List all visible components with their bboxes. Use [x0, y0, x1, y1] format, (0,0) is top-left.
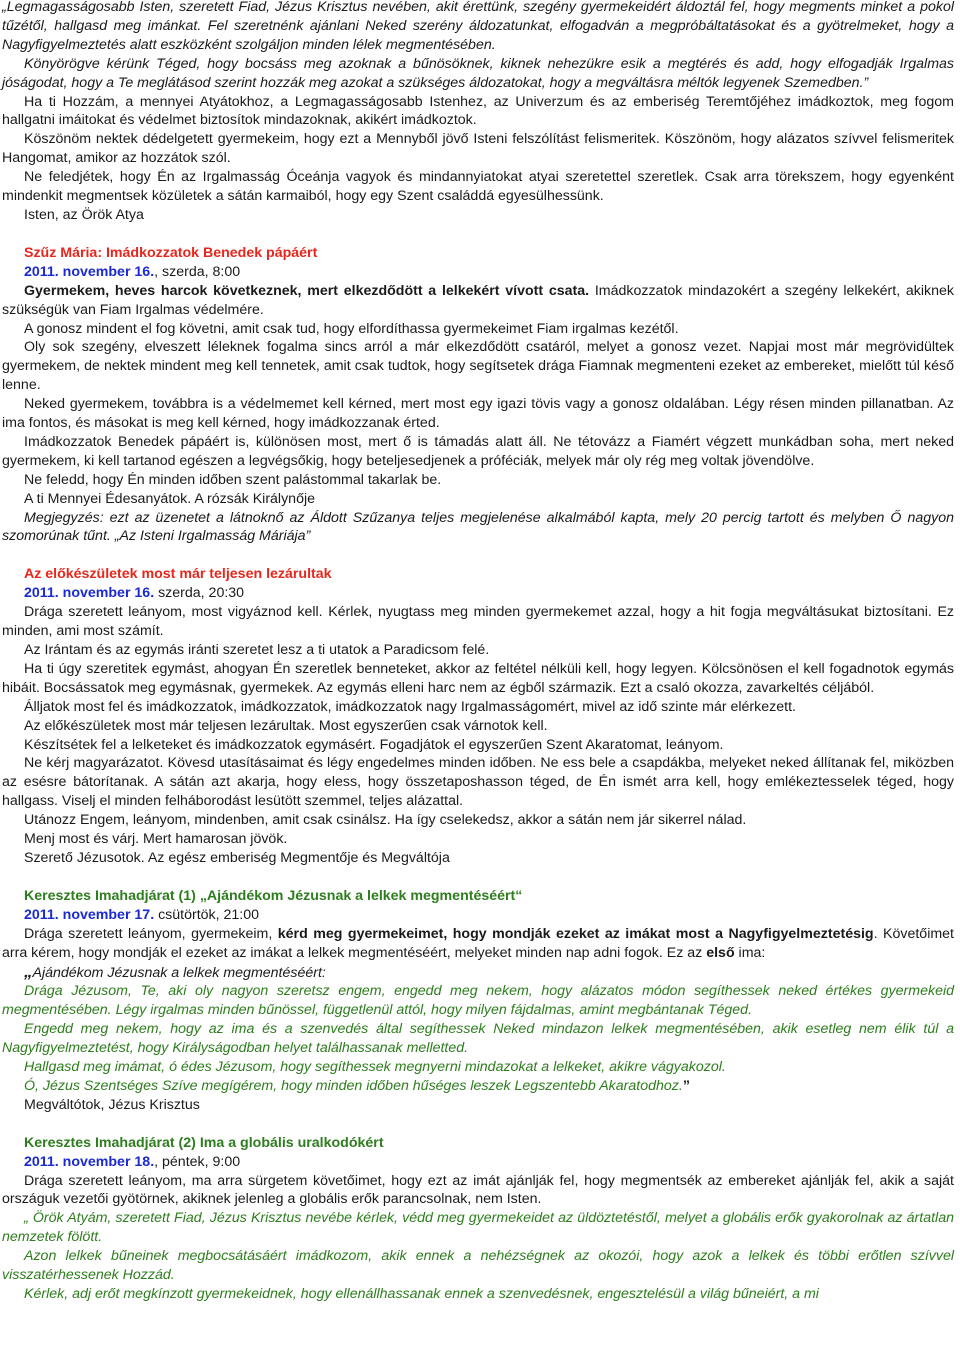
- paragraph: Oly sok szegény, elveszett léleknek fogalma sincs arról a már elkezdődött csatáról, melyet a gonosz vezet. Napjai most már megrövidültek gyermekem, de nektek mindent meg kell tennetek, amit csak tudtok, hogy segítsetek drága Fiamnak megmenteni ezeket az embereket, mielőtt túl késő lenne.: [2, 339, 954, 394]
- paragraph: Köszönöm nektek dédelgetett gyermekeim, hogy ezt a Mennyből jövő Isteni felszólítást felismeritek. Köszönöm, hogy alázatos szívvel felismeritek Hangomat, amikor az hozzátok szól.: [2, 131, 954, 167]
- text-run: Drága szeretett leányom, gyermekeim,: [24, 925, 278, 942]
- paragraph: Neked gyermekem, továbbra is a védelmemet kell kérned, mert most egy igazi tövis vagy a gonosz oldalában. Légy résen minden pillanatban. Az ima fontos, és másokat is meg kell kérned, hogy imádkozzanak érted.: [2, 396, 954, 432]
- date: 2011. november 16.: [24, 585, 155, 602]
- prayer-paragraph: Hallgasd meg imámat, ó édes Jézusom, hogy segíthessek megnyerni mindazokat a lelkeket, akikre vágyakozol.: [24, 1059, 726, 1076]
- text-run: . Követőimet arra kérem, hogy mondják el ezeket az imákat a lelkek megmentéséért, melyeket minden nap adni fogok. Ez az: [2, 925, 954, 961]
- date-rest: szerda, 20:30: [154, 585, 245, 602]
- text-run: ima:: [734, 944, 766, 961]
- prayer-paragraph: „ Örök Atyám, szeretett Fiad, Jézus Krisztus nevébe kérlek, védd meg gyermekeidet az üldöztetéstől, melyet a globális erők gyakorolnak az ártatlan nemzetek fölött.: [2, 1210, 954, 1246]
- date-line: [2, 584, 954, 603]
- paragraph: Ha ti úgy szeretitek egymást, ahogyan Én szeretlek benneteket, akkor az feltétel nélküli kell, hogy legyen. Kölcsönösen el kell fogadnotok egymás hibáit. Bocsássatok meg egymásnak, gyermekek. Az egymás elleni harc nem az égből származik. Ezt a csaló okozza, zavarkeltés céljából.: [2, 660, 954, 696]
- text-run-bold: első: [706, 944, 735, 961]
- paragraph: Készítsétek fel a lelketeket és imádkozzatok egymásért. Fogadjátok el egyszerűen Szent Akaratomat, leányom.: [24, 736, 724, 753]
- paragraph: Könyörögve kérünk Téged, hogy bocsáss meg azoknak a bűnösöknek, kiknek nehezükre esik a megtérés és add, hogy elfogadják Irgalmas jóságodat, hogy a Te meglátásod szerint hozzák meg azokat a szükséges áldozatokat, hogy a megváltásra méltók legyenek Szemedben.”: [2, 55, 954, 91]
- paragraph: Az Irántam és az egymás iránti szeretet lesz a ti utatok a Paradicsom felé.: [24, 642, 490, 658]
- paragraph: [2, 282, 954, 320]
- spacer: [2, 1115, 954, 1134]
- signature: A ti Mennyei Édesanyátok. A rózsák Királynője: [24, 490, 316, 507]
- spacer: [2, 868, 954, 887]
- note: Megjegyzés: ezt az üzenetet a látnoknő az Áldott Szűzanya teljes megjelenése alkalmából kapta, mely 20 percig tartott és melyben Ő nagyon szomorúnak tűnt. „Az Isteni Irgalmasság Máriája”: [2, 509, 954, 545]
- section-title: Keresztes Imahadjárat (2) Ima a globális uralkodókért: [24, 1134, 384, 1151]
- paragraph: Menj most és várj. Mert hamarosan jövök.: [24, 831, 288, 848]
- message-block-mary: [2, 244, 954, 547]
- prayer-paragraph: Drága Jézusom, Te, aki oly nagyon szeretsz engem, engedd meg nekem, hogy alázatos módon segíthessek neked értékes gyermekeid megmentésében. Légy irgalmas minden bűnössel, függetlenül attól, hogy milyen fájdalmas, amint megbántanak Téged.: [2, 983, 954, 1019]
- paragraph: [2, 925, 954, 963]
- crusade-prayer-2: [2, 1134, 954, 1304]
- paragraph: Utánozz Engem, leányom, mindenben, amit csak csinálsz. Ha így cselekedsz, akkor a sátán nem jár sikerrel nálad.: [24, 812, 747, 829]
- quote-mark: „: [24, 961, 33, 981]
- signature: Szerető Jézusotok. Az egész emberiség Megmentője és Megváltója: [24, 849, 450, 866]
- lead-rest: Imádkozzatok mindazokért a szegény lelkekért, akiknek szükségük van Fiam Irgalmas védelmére.: [2, 282, 954, 318]
- prayer-paragraph: Kérlek, adj erőt megkínzott gyermekeidnek, hogy ellenállhassanak ennek a szenvedésnek, engesztelésül a világ bűneiért, a mi: [24, 1286, 819, 1302]
- section-title: Az előkészületek most már teljesen lezárultak: [24, 566, 332, 583]
- paragraph: Álljatok most fel és imádkozzatok, imádkozzatok, imádkozzatok nagy Irgalmasságomért, mivel az idő szinte már elérkezett.: [24, 698, 796, 715]
- paragraph: Ne kérj magyarázatot. Kövesd utasításaimat és légy engedelmes minden időben. Ne ess bele a csapdákba, melyeket neked állítanak fel, miközben az esésre bátorítanak. A sátán azt akarja, hogy eless, hogy összetaposhasson téged, de Én ismét arra kell, hogy emlékeztesselek téged, hogy hallgass. Viselj el minden felháborodást lesütött szemmel, teljes alázattal.: [2, 755, 954, 810]
- section-title: Szűz Mária: Imádkozzatok Benedek pápáért: [24, 244, 318, 261]
- date-rest: , szerda, 8:00: [154, 263, 241, 280]
- crusade-prayer-1: [2, 887, 954, 1115]
- paragraph: Ne feledd, hogy Én minden időben szent palástommal takarlak be.: [24, 471, 442, 488]
- date: 2011. november 16.: [24, 263, 155, 280]
- prayer-paragraph: [2, 1077, 954, 1096]
- paragraph: Az előkészületek most már teljesen lezárultak. Most egyszerűen csak várnotok kell.: [24, 717, 548, 734]
- date-line: [2, 263, 954, 282]
- paragraph: Ha ti Hozzám, a mennyei Atyátokhoz, a Legmagasságosabb Istenhez, az Univerzum és az emberiség Teremtőjéhez imádkoztok, meg fogom hallgatni imáitokat és védelmet biztosítok mindazoknak, akikért imádkoztok.: [2, 93, 954, 129]
- paragraph: Drága szeretett leányom, ma arra sürgetem követőimet, hogy ezt az imát ajánlják fel, hogy megmentsék az embereket ajánlják fel, akik a saját országuk vezetői gyötörnek, akiknek jelenleg a globális erők parancsolnak, nem Isten.: [2, 1172, 954, 1208]
- prayer-title-text: Ajándékom Jézusnak a lelkek megmentéséért:: [32, 964, 326, 981]
- paragraph: Imádkozzatok Benedek pápáért is, különösen most, mert ő is támadás alatt áll. Ne tétovázz a Fiamért végzett munkádban soha, mert neked gyermekem, ki kell tartanod egészen a legvégsőkig, hogy beteljesedjenek a próféciák, melyek már oly rég meg voltak jövendölve.: [2, 433, 954, 469]
- paragraph: A gonosz mindent el fog követni, amit csak tud, hogy elfordíthassa gyermekeimet Fiam irgalmas kezétől.: [24, 320, 679, 337]
- prayer-paragraph: Azon lelkek bűneinek megbocsátásáért imádkozom, akik ennek a nehézségnek az okozói, hogy azok a lelkek és többi erőtlen szívvel visszatérhessenek Hozzád.: [2, 1248, 954, 1284]
- date: 2011. november 17.: [24, 906, 155, 923]
- text-run-bold: kérd meg gyermekeimet, hogy mondják ezeket az imákat most a Nagyfigyelmeztetésig: [277, 925, 874, 942]
- spacer: [2, 225, 954, 244]
- prayer-title: [2, 963, 954, 983]
- section-title: Keresztes Imahadjárat (1) „Ajándékom Jézusnak a lelkek megmentéséért“: [24, 887, 523, 904]
- date-line: [2, 1153, 954, 1172]
- prayer-text: Ó, Jézus Szentséges Szíve megígérem, hogy minden időben hűséges leszek Legszentebb Akaratodhoz.: [24, 1077, 683, 1094]
- signature: Megváltótok, Jézus Krisztus: [24, 1096, 200, 1113]
- prayer-block-father: [2, 0, 954, 225]
- date-rest: csütörtök, 21:00: [154, 906, 260, 923]
- date-line: [2, 906, 954, 925]
- prayer-paragraph: Engedd meg nekem, hogy az ima és a szenvedés által segíthessek Neked mindazon lelkek megmentésében, akik esetleg nem élik túl a Nagyfigyelmeztetést, hogy Királyságodban helyet találhassanak melletted.: [2, 1021, 954, 1057]
- signature: Isten, az Örök Atya: [24, 206, 144, 223]
- message-block-jesus: [2, 565, 954, 868]
- date-rest: , péntek, 9:00: [154, 1153, 241, 1170]
- lead-bold: Gyermekem, heves harcok következnek, mert elkezdődött a lelkekért vívott csata.: [24, 282, 590, 299]
- paragraph: Drága szeretett leányom, most vigyáznod kell. Kérlek, nyugtass meg minden gyermekemet azzal, hogy a hit fogja megváltásukat biztosítani. Ez minden, ami most számít.: [2, 604, 954, 640]
- date: 2011. november 18.: [24, 1153, 155, 1170]
- paragraph: „Legmagasságosabb Isten, szeretett Fiad, Jézus Krisztus nevében, akit érettünk, szegény gyermekeidért áldoztál fel, hogy megments minket a pokol tűzétől, hallgasd meg imánkat. Fel szeretnénk ajánlani Neked szerény áldozatunkat, elfogadván a megpróbáltatásokat és a gyötrelmeket, hogy a Nagyfigyelmeztetés alatt eszközként szolgáljon minden lélek megmentésében.: [2, 0, 954, 53]
- spacer: [2, 546, 954, 565]
- paragraph: Ne feledjétek, hogy Én az Irgalmasság Óceánja vagyok és mindannyiatokat atyai szeretettel szeretlek. Csak arra törekszem, hogy egyenként mindenkit megmentsek közületek a sátán karmaiból, hogy egy Szent családdá egyesülhessünk.: [2, 169, 954, 205]
- quote-mark: ”: [682, 1077, 690, 1094]
